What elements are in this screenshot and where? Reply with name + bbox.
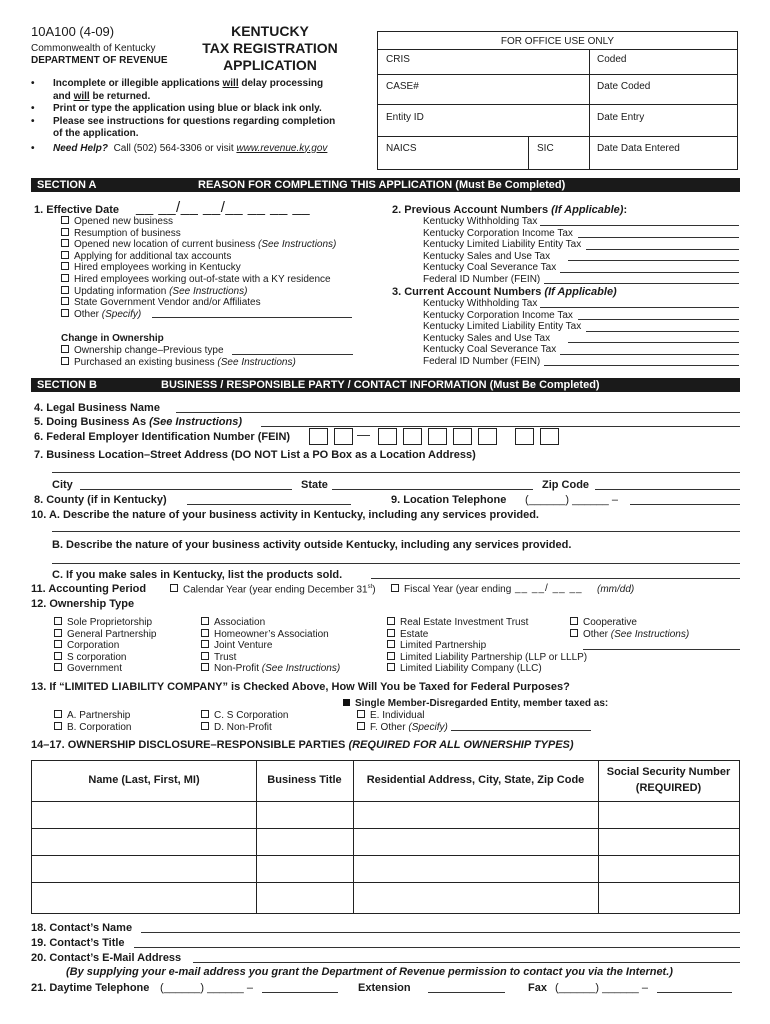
q1-effective-date-label: 1. Effective Date	[34, 204, 119, 216]
q14-ownership-disclosure-label: 14–17. OWNERSHIP DISCLOSURE–RESPONSIBLE PARTIES (REQUIRED FOR ALL OWNERSHIP TYPES)	[31, 739, 574, 751]
own-other[interactable]: Other (See Instructions)	[570, 629, 689, 641]
own-joint-venture[interactable]: Joint Venture	[201, 640, 340, 652]
own-limited-partnership[interactable]: Limited Partnership	[387, 640, 587, 652]
bullet-help: • Need Help? Call (502) 564-3306 or visit www.revenue.ky.gov	[31, 142, 328, 154]
prev-sales-use: Kentucky Sales and Use Tax	[423, 250, 551, 262]
extension-input[interactable]	[428, 992, 505, 993]
office-date-coded: Date Coded	[597, 81, 651, 92]
prev-corp-income: Kentucky Corporation Income Tax	[423, 227, 573, 239]
section-b-header	[31, 378, 740, 392]
office-sic: SIC	[537, 143, 554, 154]
office-naics: NAICS	[386, 143, 417, 154]
ownership-change-previous-type[interactable]: Ownership change–Previous type	[61, 345, 296, 357]
col-header-name: Name (Last, First, MI)	[88, 774, 200, 786]
cur-corp-income-line[interactable]	[578, 319, 739, 320]
cur-withholding: Kentucky Withholding Tax	[423, 298, 538, 309]
tax-corporation[interactable]: B. Corporation	[54, 722, 131, 734]
prev-coal: Kentucky Coal Severance Tax	[423, 262, 557, 274]
form-title-line-2: TAX REGISTRATION	[202, 40, 338, 56]
daytime-phone-line[interactable]	[262, 992, 338, 993]
location-phone-input[interactable]: (______) ______ –	[525, 494, 618, 506]
own-trust[interactable]: Trust	[201, 652, 340, 664]
tax-partnership[interactable]: A. Partnership	[54, 710, 131, 722]
q11-accounting-label: 11. Accounting Period	[31, 583, 147, 595]
form-title-line-3: APPLICATION	[223, 57, 317, 73]
calendar-year-option[interactable]: Calendar Year (year ending December 31st)	[170, 584, 376, 595]
ownership-col-3	[387, 617, 587, 675]
ownership-col-2	[201, 617, 340, 675]
prev-llet-line[interactable]	[586, 249, 739, 250]
prev-withholding-line[interactable]	[540, 225, 739, 226]
city-input[interactable]	[80, 489, 292, 490]
fein-box[interactable]	[378, 428, 397, 445]
extension-label: Extension	[358, 982, 411, 994]
reason-other[interactable]: Other (Specify)	[61, 309, 336, 321]
tax-other-specify-line[interactable]	[451, 730, 591, 731]
reason-new-location[interactable]: Opened new location of current business (See Instructions)	[61, 239, 336, 251]
office-date-entry: Date Entry	[597, 112, 645, 123]
q10b-input[interactable]	[52, 563, 740, 564]
q10b-label: B. Describe the nature of your business activity outside Kentucky, including any services provided.	[52, 539, 572, 551]
q19-contact-title-label: 19. Contact’s Title	[31, 937, 125, 949]
street-address-input[interactable]	[52, 472, 740, 473]
single-member-option[interactable]: Single Member-Disregarded Entity, member taxed as:	[343, 698, 608, 709]
purchased-existing-business[interactable]: Purchased an existing business (See Instructions)	[61, 357, 296, 369]
office-cris: CRIS	[386, 54, 410, 65]
legal-name-input[interactable]	[176, 412, 740, 413]
own-government[interactable]: Government	[54, 663, 157, 675]
q6-fein-label: 6. Federal Employer Identification Number (FEIN)	[34, 431, 291, 443]
own-llc[interactable]: Limited Liability Company (LLC)	[387, 663, 587, 675]
fiscal-year-option[interactable]: Fiscal Year (year ending	[391, 584, 511, 595]
tax-non-profit[interactable]: D. Non-Profit	[201, 722, 288, 734]
llc-tax-col-2	[201, 710, 288, 733]
current-accounts-list	[423, 298, 581, 368]
office-use-box	[377, 31, 738, 170]
fein-box[interactable]	[403, 428, 422, 445]
ownership-table	[31, 760, 740, 914]
reason-additional-accounts[interactable]: Applying for additional tax accounts	[61, 251, 336, 263]
q10a-label: 10. A. Describe the nature of your business activity in Kentucky, including any services provided.	[31, 509, 539, 521]
q2-previous-accounts-label: 2. Previous Account Numbers (If Applicable):	[392, 204, 628, 216]
office-case: CASE#	[386, 81, 419, 92]
q9-telephone-label: 9. Location Telephone	[391, 494, 507, 506]
form-title	[195, 23, 345, 74]
cur-coal: Kentucky Coal Severance Tax	[423, 344, 557, 356]
daytime-phone-input[interactable]: (______) ______ –	[160, 982, 253, 994]
zip-input[interactable]	[595, 489, 740, 490]
llc-tax-col-1	[54, 710, 131, 733]
contact-title-input[interactable]	[134, 947, 740, 948]
bullet-incomplete: • Incomplete or illegible applications will delay processing and will be returned.	[31, 78, 324, 102]
reason-opened-new[interactable]: Opened new business	[61, 216, 336, 228]
q10c-input[interactable]	[371, 578, 740, 579]
q12-ownership-label: 12. Ownership Type	[31, 598, 135, 610]
reason-updating-info[interactable]: Updating information (See Instructions)	[61, 286, 336, 298]
section-b-title: BUSINESS / RESPONSIBLE PARTY / CONTACT INFORMATION (Must Be Completed)	[161, 379, 600, 391]
own-estate[interactable]: Estate	[387, 629, 587, 641]
prev-withholding: Kentucky Withholding Tax	[423, 216, 538, 227]
county-input[interactable]	[187, 504, 351, 505]
q3-current-accounts-label: 3. Current Account Numbers (If Applicable)	[392, 286, 617, 298]
prev-coal-line[interactable]	[560, 272, 739, 273]
section-a-header	[31, 178, 740, 192]
section-a-label: SECTION A	[37, 179, 97, 191]
q13-llc-tax-label: 13. If “LIMITED LIABILITY COMPANY” is Checked Above, How Will You be Taxed for Federal Purposes?	[31, 681, 570, 693]
reason-state-vendor[interactable]: State Government Vendor and/or Affiliates	[61, 297, 336, 309]
fein-box[interactable]	[478, 428, 497, 445]
state-input[interactable]	[332, 489, 533, 490]
prev-corp-income-line[interactable]	[578, 237, 739, 238]
own-cooperative[interactable]: Cooperative	[570, 617, 689, 629]
reason-other-specify-line[interactable]	[152, 317, 352, 318]
fein-dash: —	[357, 427, 370, 442]
zip-label: Zip Code	[542, 479, 590, 491]
dba-input[interactable]	[261, 426, 740, 427]
fax-label: Fax	[528, 982, 547, 994]
tax-individual[interactable]: E. Individual	[357, 710, 448, 722]
own-llp[interactable]: Limited Liability Partnership (LLP or LLLP)	[387, 652, 587, 664]
tax-s-corporation[interactable]: C. S Corporation	[201, 710, 288, 722]
cur-fein-line[interactable]	[544, 365, 739, 366]
bullet-ink: • Print or type the application using blue or black ink only.	[31, 103, 322, 114]
table-row[interactable]	[32, 829, 739, 855]
help-link[interactable]: www.revenue.ky.gov	[236, 142, 328, 154]
own-association[interactable]: Association	[201, 617, 340, 629]
q5-dba-label: 5. Doing Business As (See Instructions)	[34, 416, 243, 428]
q10c-label: C. If you make sales in Kentucky, list the products sold.	[52, 569, 343, 581]
q1-effective-date-input[interactable]: __ __/__ __/__ __ __ __	[136, 199, 311, 216]
instructions-list	[31, 78, 335, 155]
table-row[interactable]	[32, 856, 739, 882]
q8-county-label: 8. County (if in Kentucky)	[34, 494, 167, 506]
fein-box[interactable]	[453, 428, 472, 445]
location-phone-line[interactable]	[630, 504, 740, 505]
prev-llet: Kentucky Limited Liability Entity Tax	[423, 239, 582, 251]
q20-email-label: 20. Contact’s E-Mail Address	[31, 952, 182, 964]
col-header-ssn-required: (REQUIRED)	[635, 782, 702, 794]
table-row[interactable]	[32, 802, 739, 828]
own-s-corporation[interactable]: S corporation	[54, 652, 157, 664]
email-input[interactable]	[193, 962, 740, 963]
section-a-title: REASON FOR COMPLETING THIS APPLICATION (Must Be Completed)	[198, 179, 566, 191]
q18-contact-name-label: 18. Contact’s Name	[31, 922, 133, 934]
previous-type-line[interactable]	[232, 354, 353, 355]
form-title-line-1: KENTUCKY	[231, 23, 309, 39]
fein-box[interactable]	[309, 428, 328, 445]
fax-input[interactable]: (______) ______ –	[555, 982, 648, 994]
state-label: State	[301, 479, 328, 491]
contact-name-input[interactable]	[141, 932, 740, 933]
fax-line[interactable]	[657, 992, 732, 993]
previous-accounts-list	[423, 216, 581, 286]
own-other-specify-line[interactable]	[583, 649, 740, 650]
commonwealth-label: Commonwealth of Kentucky	[31, 43, 156, 54]
cur-sales-use-line[interactable]	[568, 342, 739, 343]
ownership-col-1	[54, 617, 157, 675]
office-date-data-entered: Date Data Entered	[597, 143, 680, 154]
fein-box[interactable]	[428, 428, 447, 445]
fiscal-year-date-input[interactable]: __ __/ __ __	[515, 583, 583, 594]
fiscal-format-hint: (mm/dd)	[597, 584, 635, 595]
office-entity-id: Entity ID	[386, 112, 424, 123]
q10a-input[interactable]	[52, 531, 740, 532]
q7-location-label: 7. Business Location–Street Address (DO NOT List a PO Box as a Location Address)	[34, 449, 476, 461]
prev-fein: Federal ID Number (FEIN)	[423, 273, 541, 285]
cur-fein: Federal ID Number (FEIN)	[423, 355, 541, 367]
form-number: 10A100 (4-09)	[31, 24, 115, 39]
q4-legal-name-label: 4. Legal Business Name	[34, 402, 160, 414]
cur-llet: Kentucky Limited Liability Entity Tax	[423, 321, 582, 333]
fein-box[interactable]	[515, 428, 534, 445]
cur-sales-use: Kentucky Sales and Use Tax	[423, 332, 551, 344]
change-ownership-title: Change in Ownership	[61, 333, 164, 344]
office-use-title: FOR OFFICE USE ONLY	[500, 36, 615, 47]
q21-daytime-telephone-label: 21. Daytime Telephone	[31, 982, 150, 994]
reason-resumption[interactable]: Resumption of business	[61, 228, 336, 240]
reason-list	[61, 216, 336, 320]
col-header-address: Residential Address, City, State, Zip Code	[366, 774, 585, 786]
own-general-partnership[interactable]: General Partnership	[54, 629, 157, 641]
change-ownership-list	[61, 345, 296, 368]
prev-sales-use-line[interactable]	[568, 260, 739, 261]
city-label: City	[52, 479, 73, 491]
cur-coal-line[interactable]	[560, 354, 739, 355]
section-b-label: SECTION B	[37, 379, 97, 391]
email-permission-note: (By supplying your e-mail address you grant the Department of Revenue permission to contact you via the Internet.)	[66, 966, 673, 978]
own-non-profit[interactable]: Non-Profit (See Instructions)	[201, 663, 340, 675]
reason-hired-out-of-state[interactable]: Hired employees working out-of-state with a KY residence	[61, 274, 336, 286]
bullet-instructions: • Please see instructions for questions regarding completion of the application.	[31, 115, 336, 139]
own-corporation[interactable]: Corporation	[54, 640, 157, 652]
table-row[interactable]	[32, 883, 739, 913]
department-label: DEPARTMENT OF REVENUE	[31, 55, 168, 66]
own-homeowners-association[interactable]: Homeowner’s Association	[201, 629, 340, 641]
cur-withholding-line[interactable]	[540, 307, 739, 308]
own-reit[interactable]: Real Estate Investment Trust	[387, 617, 587, 629]
fein-box[interactable]	[334, 428, 353, 445]
office-coded: Coded	[597, 54, 627, 65]
cur-llet-line[interactable]	[586, 331, 739, 332]
reason-hired-ky[interactable]: Hired employees working in Kentucky	[61, 262, 336, 274]
own-sole-proprietorship[interactable]: Sole Proprietorship	[54, 617, 157, 629]
fein-box[interactable]	[540, 428, 559, 445]
cur-corp-income: Kentucky Corporation Income Tax	[423, 309, 573, 321]
ownership-col-4	[570, 617, 689, 640]
tax-other[interactable]: F. Other (Specify)	[357, 722, 448, 734]
col-header-ssn: Social Security Number	[606, 766, 731, 778]
llc-tax-col-3	[357, 710, 448, 733]
col-header-title: Business Title	[267, 774, 342, 786]
prev-fein-line[interactable]	[544, 283, 739, 284]
